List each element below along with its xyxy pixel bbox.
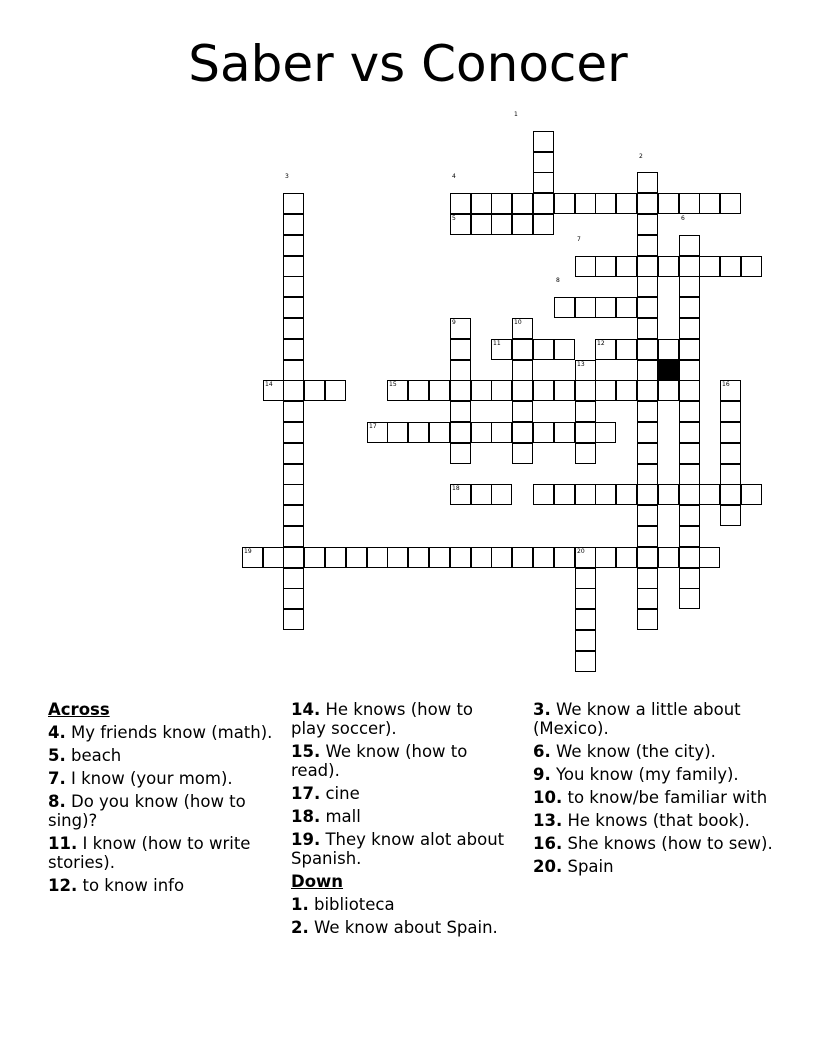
grid-cell[interactable] bbox=[491, 547, 512, 568]
grid-cell[interactable] bbox=[679, 526, 700, 547]
clue-number: 16 bbox=[722, 381, 730, 388]
grid-cell[interactable] bbox=[367, 547, 388, 568]
grid-cell[interactable] bbox=[595, 380, 616, 401]
grid-cell[interactable] bbox=[679, 422, 700, 443]
clue-item-text: They know alot about Spanish. bbox=[291, 830, 505, 868]
grid-cell[interactable] bbox=[637, 193, 658, 214]
grid-cell[interactable] bbox=[679, 193, 700, 214]
grid-cell[interactable] bbox=[637, 609, 658, 630]
grid-cell[interactable] bbox=[471, 422, 492, 443]
grid-cell[interactable] bbox=[679, 505, 700, 526]
grid-cell[interactable] bbox=[533, 152, 554, 173]
grid-cell[interactable] bbox=[616, 484, 637, 505]
clue-item bbox=[291, 784, 511, 803]
grid-cell[interactable] bbox=[450, 193, 471, 214]
grid-cell[interactable] bbox=[575, 256, 596, 277]
clue-item-text: I know (how to write stories). bbox=[48, 834, 251, 872]
grid-cell[interactable] bbox=[450, 443, 471, 464]
clue-number: 8 bbox=[556, 277, 560, 284]
clue-item bbox=[48, 723, 278, 742]
grid-cell[interactable] bbox=[699, 547, 720, 568]
clue-item-number: 16. bbox=[533, 834, 563, 853]
grid-cell[interactable] bbox=[491, 214, 512, 235]
clue-item-text: We know about Spain. bbox=[308, 918, 498, 937]
clue-item-number: 4. bbox=[48, 723, 66, 742]
grid-cell[interactable] bbox=[325, 547, 346, 568]
grid-cell[interactable] bbox=[637, 526, 658, 547]
clue-item-number: 13. bbox=[533, 811, 563, 830]
grid-cell[interactable] bbox=[575, 422, 596, 443]
grid-cell[interactable] bbox=[429, 380, 450, 401]
grid-cell[interactable] bbox=[450, 380, 471, 401]
grid-cell[interactable] bbox=[283, 297, 304, 318]
grid-cell[interactable] bbox=[637, 422, 658, 443]
clue-item bbox=[291, 807, 511, 826]
clue-item-text: Spain bbox=[562, 857, 614, 876]
clue-item-text: You know (my family). bbox=[550, 765, 739, 784]
grid-cell[interactable] bbox=[637, 318, 658, 339]
grid-cell[interactable] bbox=[679, 256, 700, 277]
clue-number: 14 bbox=[265, 381, 273, 388]
clue-item-text: He knows (how to play soccer). bbox=[291, 700, 474, 738]
clue-number: 18 bbox=[452, 485, 460, 492]
grid-cell[interactable] bbox=[533, 339, 554, 360]
grid-cell[interactable] bbox=[616, 193, 637, 214]
grid-cell[interactable] bbox=[637, 339, 658, 360]
grid-cell[interactable] bbox=[283, 256, 304, 277]
grid-cell[interactable] bbox=[533, 484, 554, 505]
grid-cell[interactable] bbox=[575, 297, 596, 318]
clue-number: 7 bbox=[577, 236, 581, 243]
grid-cell[interactable] bbox=[679, 360, 700, 381]
grid-cell[interactable] bbox=[679, 401, 700, 422]
clue-item-text: mall bbox=[320, 807, 361, 826]
clue-item-text: We know (the city). bbox=[550, 742, 716, 761]
grid-cell[interactable] bbox=[491, 484, 512, 505]
grid-cell[interactable] bbox=[408, 547, 429, 568]
grid-cell[interactable] bbox=[554, 547, 575, 568]
grid-cell[interactable] bbox=[595, 484, 616, 505]
grid-cell[interactable] bbox=[304, 547, 325, 568]
grid-cell[interactable] bbox=[429, 422, 450, 443]
grid-cell[interactable] bbox=[637, 568, 658, 589]
grid-cell[interactable] bbox=[387, 547, 408, 568]
grid-cell[interactable] bbox=[283, 609, 304, 630]
grid-cell[interactable] bbox=[283, 380, 304, 401]
grid-cell[interactable] bbox=[720, 464, 741, 485]
grid-cell[interactable] bbox=[283, 484, 304, 505]
grid-cell[interactable] bbox=[637, 214, 658, 235]
grid-cell[interactable] bbox=[512, 401, 533, 422]
grid-cell[interactable] bbox=[283, 193, 304, 214]
clue-item-number: 17. bbox=[291, 784, 321, 803]
grid-cell[interactable] bbox=[637, 380, 658, 401]
clue-item-number: 20. bbox=[533, 857, 563, 876]
clues-column-1 bbox=[48, 700, 278, 899]
grid-cell[interactable] bbox=[471, 214, 492, 235]
clue-item-number: 9. bbox=[533, 765, 551, 784]
clue-item bbox=[48, 746, 278, 765]
grid-cell[interactable] bbox=[679, 547, 700, 568]
clue-item bbox=[533, 834, 773, 853]
grid-cell[interactable] bbox=[637, 443, 658, 464]
grid-cell[interactable] bbox=[471, 380, 492, 401]
grid-cell[interactable] bbox=[595, 193, 616, 214]
grid-cell[interactable] bbox=[679, 318, 700, 339]
grid-cell[interactable] bbox=[304, 380, 325, 401]
grid-cell[interactable] bbox=[450, 339, 471, 360]
grid-cell[interactable] bbox=[699, 256, 720, 277]
grid-cell[interactable] bbox=[637, 484, 658, 505]
grid-cell[interactable] bbox=[325, 380, 346, 401]
grid-cell[interactable] bbox=[512, 380, 533, 401]
clue-number: 12 bbox=[597, 340, 605, 347]
grid-cell[interactable] bbox=[450, 360, 471, 381]
grid-cell[interactable] bbox=[679, 568, 700, 589]
grid-cell[interactable] bbox=[658, 484, 679, 505]
grid-cell[interactable] bbox=[283, 588, 304, 609]
grid-cell[interactable] bbox=[637, 276, 658, 297]
grid-cell[interactable] bbox=[679, 380, 700, 401]
grid-cell[interactable] bbox=[450, 422, 471, 443]
grid-cell[interactable] bbox=[616, 380, 637, 401]
grid-cell[interactable] bbox=[575, 484, 596, 505]
grid-cell[interactable] bbox=[283, 443, 304, 464]
grid-cell[interactable] bbox=[408, 422, 429, 443]
clue-item-number: 6. bbox=[533, 742, 551, 761]
clue-number: 3 bbox=[285, 173, 289, 180]
clue-number: 17 bbox=[369, 423, 377, 430]
grid-cell[interactable] bbox=[533, 547, 554, 568]
grid-cell[interactable] bbox=[679, 464, 700, 485]
grid-cell[interactable] bbox=[720, 484, 741, 505]
clue-list bbox=[48, 723, 278, 895]
clue-number: 11 bbox=[493, 340, 501, 347]
grid-cell[interactable] bbox=[741, 484, 762, 505]
clue-number: 20 bbox=[577, 548, 585, 555]
grid-cell[interactable] bbox=[720, 443, 741, 464]
clue-item bbox=[291, 700, 511, 738]
grid-cell[interactable] bbox=[533, 131, 554, 152]
clue-item bbox=[48, 834, 278, 872]
grid-cell[interactable] bbox=[512, 193, 533, 214]
grid-cell[interactable] bbox=[658, 547, 679, 568]
grid-cell[interactable] bbox=[387, 422, 408, 443]
grid-cell[interactable] bbox=[658, 380, 679, 401]
grid-cell[interactable] bbox=[450, 547, 471, 568]
grid-cell[interactable] bbox=[283, 401, 304, 422]
clues-column-2 bbox=[291, 700, 511, 941]
grid-cell[interactable] bbox=[637, 256, 658, 277]
clue-number: 19 bbox=[244, 548, 252, 555]
clue-number: 10 bbox=[514, 319, 522, 326]
grid-cell[interactable] bbox=[575, 588, 596, 609]
clue-item-number: 5. bbox=[48, 746, 66, 765]
grid-cell[interactable] bbox=[575, 443, 596, 464]
clue-item-text: My friends know (math). bbox=[65, 723, 273, 742]
clue-item-number: 3. bbox=[533, 700, 551, 719]
clue-item-text: She knows (how to sew). bbox=[562, 834, 773, 853]
grid-cell[interactable] bbox=[679, 484, 700, 505]
grid-cell[interactable] bbox=[533, 193, 554, 214]
grid-cell[interactable] bbox=[283, 526, 304, 547]
clue-item-text: We know (how to read). bbox=[291, 742, 468, 780]
clue-item-number: 8. bbox=[48, 792, 66, 811]
clues-column-3 bbox=[533, 700, 773, 880]
grid-cell[interactable] bbox=[679, 588, 700, 609]
clue-item-number: 18. bbox=[291, 807, 321, 826]
clue-item bbox=[533, 811, 773, 830]
clue-item-number: 12. bbox=[48, 876, 78, 895]
grid-cell[interactable] bbox=[533, 214, 554, 235]
grid-cell[interactable] bbox=[616, 339, 637, 360]
grid-cell[interactable] bbox=[679, 276, 700, 297]
grid-cell[interactable] bbox=[283, 464, 304, 485]
grid-cell[interactable] bbox=[533, 422, 554, 443]
grid-cell[interactable] bbox=[554, 422, 575, 443]
clue-number: 6 bbox=[681, 215, 685, 222]
clue-number: 1 bbox=[514, 111, 518, 118]
grid-cell[interactable] bbox=[575, 630, 596, 651]
grid-cell[interactable] bbox=[429, 547, 450, 568]
grid-cell[interactable] bbox=[679, 235, 700, 256]
grid-cell[interactable] bbox=[741, 256, 762, 277]
grid-cell[interactable] bbox=[283, 360, 304, 381]
clue-item-text: biblioteca bbox=[308, 895, 395, 914]
grid-cell[interactable] bbox=[491, 380, 512, 401]
clue-item-number: 14. bbox=[291, 700, 321, 719]
grid-cell[interactable] bbox=[637, 401, 658, 422]
grid-cell[interactable] bbox=[533, 380, 554, 401]
grid-cell[interactable] bbox=[720, 401, 741, 422]
clue-item-text: to know info bbox=[77, 876, 185, 895]
grid-cell[interactable] bbox=[283, 235, 304, 256]
grid-cell[interactable] bbox=[554, 339, 575, 360]
grid-cell[interactable] bbox=[554, 484, 575, 505]
grid-cell[interactable] bbox=[283, 276, 304, 297]
grid-cell[interactable] bbox=[491, 422, 512, 443]
grid-cell[interactable] bbox=[679, 339, 700, 360]
grid-cell[interactable] bbox=[408, 380, 429, 401]
grid-cell[interactable] bbox=[554, 380, 575, 401]
clue-item-number: 1. bbox=[291, 895, 309, 914]
across-heading: Across bbox=[48, 700, 110, 719]
grid-cell[interactable] bbox=[283, 505, 304, 526]
grid-cell[interactable] bbox=[283, 568, 304, 589]
clue-item bbox=[291, 830, 511, 868]
grid-cell[interactable] bbox=[554, 297, 575, 318]
grid-cell[interactable] bbox=[616, 297, 637, 318]
clue-item bbox=[533, 788, 773, 807]
grid-cell[interactable] bbox=[595, 422, 616, 443]
clue-item-number: 15. bbox=[291, 742, 321, 761]
clue-item-number: 10. bbox=[533, 788, 563, 807]
grid-cell[interactable] bbox=[346, 547, 367, 568]
grid-cell[interactable] bbox=[720, 256, 741, 277]
clue-number: 9 bbox=[452, 319, 456, 326]
grid-cell[interactable] bbox=[637, 588, 658, 609]
clue-item-text: He knows (that book). bbox=[562, 811, 750, 830]
grid-cell[interactable] bbox=[658, 256, 679, 277]
grid-cell[interactable] bbox=[491, 193, 512, 214]
grid-cell[interactable] bbox=[575, 401, 596, 422]
grid-cell[interactable] bbox=[471, 193, 492, 214]
grid-cell[interactable] bbox=[637, 464, 658, 485]
grid-cell[interactable] bbox=[512, 214, 533, 235]
clue-item bbox=[48, 769, 278, 788]
grid-cell[interactable] bbox=[637, 360, 658, 381]
down-heading: Down bbox=[291, 872, 344, 891]
grid-cell[interactable] bbox=[283, 422, 304, 443]
grid-cell[interactable] bbox=[512, 422, 533, 443]
grid-cell[interactable] bbox=[699, 484, 720, 505]
grid-cell[interactable] bbox=[595, 256, 616, 277]
clue-item bbox=[291, 742, 511, 780]
grid-cell[interactable] bbox=[595, 547, 616, 568]
grid-cell[interactable] bbox=[575, 380, 596, 401]
grid-cell[interactable] bbox=[637, 235, 658, 256]
clue-number: 2 bbox=[639, 153, 643, 160]
grid-cell[interactable] bbox=[512, 443, 533, 464]
grid-cell[interactable] bbox=[283, 339, 304, 360]
clue-list bbox=[291, 895, 511, 937]
clue-item-number: 7. bbox=[48, 769, 66, 788]
grid-cell[interactable] bbox=[263, 547, 284, 568]
puzzle-title: Saber vs Conocer bbox=[188, 35, 628, 93]
grid-cell[interactable] bbox=[679, 297, 700, 318]
clue-item-number: 2. bbox=[291, 918, 309, 937]
clue-number: 13 bbox=[577, 361, 585, 368]
grid-cell[interactable] bbox=[720, 193, 741, 214]
clue-number: 5 bbox=[452, 215, 456, 222]
grid-cell[interactable] bbox=[533, 172, 554, 193]
clue-item bbox=[291, 895, 511, 914]
grid-cell[interactable] bbox=[616, 256, 637, 277]
clue-number: 15 bbox=[389, 381, 397, 388]
clue-item bbox=[291, 918, 511, 937]
clue-item bbox=[533, 857, 773, 876]
grid-cell[interactable] bbox=[283, 318, 304, 339]
grid-cell[interactable] bbox=[471, 547, 492, 568]
clue-list bbox=[533, 700, 773, 876]
clue-item-text: I know (your mom). bbox=[65, 769, 233, 788]
clue-item bbox=[48, 876, 278, 895]
grid-cell[interactable] bbox=[512, 339, 533, 360]
clue-number: 4 bbox=[452, 173, 456, 180]
grid-cell[interactable] bbox=[637, 297, 658, 318]
grid-cell[interactable] bbox=[720, 505, 741, 526]
clue-item-text: to know/be familiar with bbox=[562, 788, 768, 807]
grid-cell[interactable] bbox=[575, 609, 596, 630]
grid-cell[interactable] bbox=[471, 484, 492, 505]
grid-cell[interactable] bbox=[512, 360, 533, 381]
grid-cell[interactable] bbox=[679, 443, 700, 464]
clue-item-text: Do you know (how to sing)? bbox=[48, 792, 246, 830]
grid-cell[interactable] bbox=[637, 547, 658, 568]
grid-cell[interactable] bbox=[595, 297, 616, 318]
grid-cell[interactable] bbox=[554, 193, 575, 214]
grid-cell[interactable] bbox=[637, 172, 658, 193]
grid-cell[interactable] bbox=[283, 547, 304, 568]
grid-cell[interactable] bbox=[512, 547, 533, 568]
grid-cell[interactable] bbox=[575, 193, 596, 214]
black-cell bbox=[658, 360, 679, 381]
grid-cell[interactable] bbox=[283, 214, 304, 235]
clue-item bbox=[533, 700, 773, 738]
clue-item-number: 11. bbox=[48, 834, 78, 853]
clue-list bbox=[291, 700, 511, 868]
grid-cell[interactable] bbox=[720, 422, 741, 443]
grid-cell[interactable] bbox=[575, 651, 596, 672]
grid-cell[interactable] bbox=[616, 547, 637, 568]
clue-item bbox=[48, 792, 278, 830]
grid-cell[interactable] bbox=[658, 339, 679, 360]
grid-cell[interactable] bbox=[658, 193, 679, 214]
grid-cell[interactable] bbox=[575, 568, 596, 589]
grid-cell[interactable] bbox=[637, 505, 658, 526]
clue-item bbox=[533, 742, 773, 761]
clue-item-number: 19. bbox=[291, 830, 321, 849]
clue-item bbox=[533, 765, 773, 784]
grid-cell[interactable] bbox=[450, 401, 471, 422]
clue-item-text: beach bbox=[65, 746, 122, 765]
clue-item-text: We know a little about (Mexico). bbox=[533, 700, 741, 738]
clue-item-text: cine bbox=[320, 784, 360, 803]
grid-cell[interactable] bbox=[699, 193, 720, 214]
